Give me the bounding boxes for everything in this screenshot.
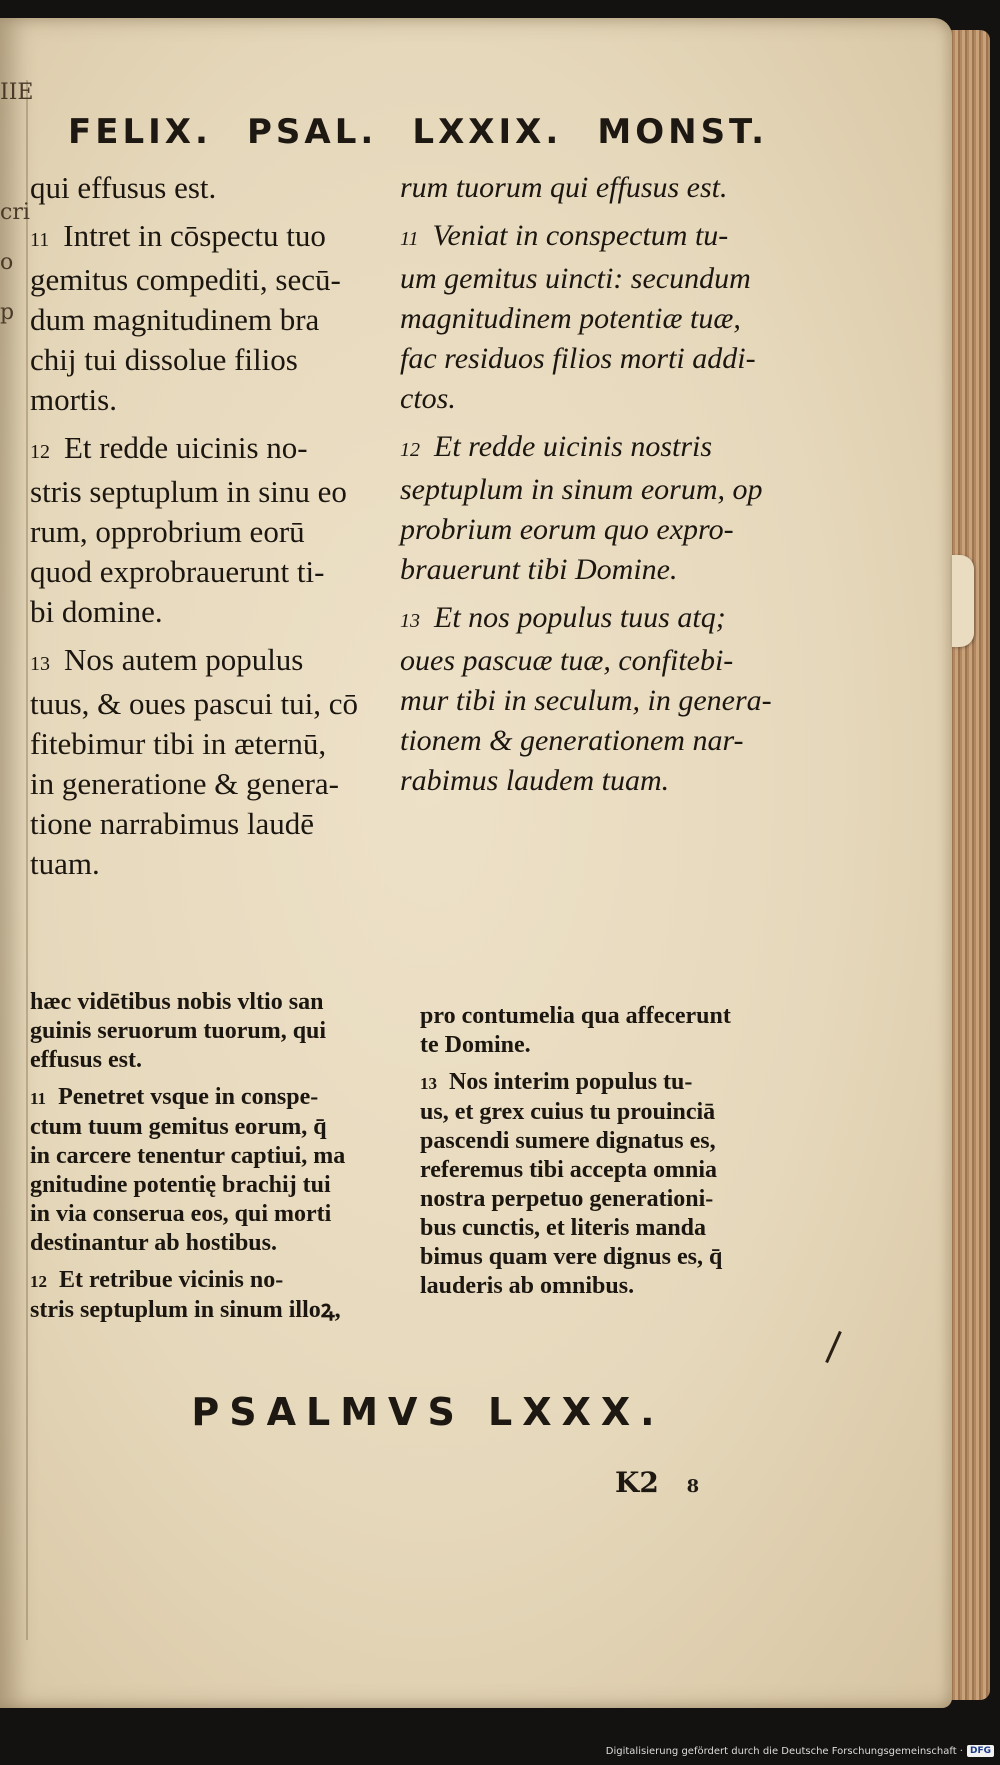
verse-line-text: ctum tuum gemitus eorum, q̄ (30, 1114, 327, 1140)
verse-line-text: tuam. (30, 846, 100, 881)
verse-line-text: Veniat in conspectum tu- (432, 219, 729, 252)
running-head (68, 112, 768, 152)
verse-line (400, 641, 800, 681)
verse-line (420, 1068, 820, 1098)
verse-line (420, 1031, 820, 1060)
verse-number: 13 (400, 610, 420, 632)
verse-block (400, 216, 800, 419)
running-head-word: LXXIX. (412, 112, 563, 152)
page-tab-marker (952, 555, 974, 647)
verse-line-text: Nos autem populus (64, 642, 304, 677)
book-fore-edge (946, 30, 990, 1700)
verse-line-text: effusus est. (30, 1047, 142, 1073)
verse-line-text: fac residuos filios morti addi- (400, 342, 756, 375)
verse-line (30, 1142, 410, 1171)
verse-line (30, 764, 400, 804)
verse-line (30, 988, 410, 1017)
verse-number: 11 (30, 1089, 47, 1108)
gutter-shadow (26, 80, 28, 1640)
verse-line-text: guinis seruorum tuorum, qui (30, 1018, 327, 1044)
verse-number: 13 (420, 1074, 437, 1093)
verse-number: 12 (400, 439, 420, 461)
verse-line-text: in generatione & genera- (30, 766, 339, 801)
verse-line-text: oues pascuæ tuæ, confitebi- (400, 644, 734, 677)
verse-block (30, 216, 400, 420)
verse-line-text: magnitudinem potentiæ tuæ, (400, 302, 741, 335)
verse-line (30, 1229, 410, 1258)
verse-line-text: Nos interim populus tu- (449, 1069, 693, 1095)
verse-line (400, 259, 800, 299)
verse-line (420, 1185, 820, 1214)
verse-line-text: Et redde uicinis nostris (434, 430, 713, 463)
verse-line-text: rabimus laudem tuam. (400, 764, 670, 797)
verse-line-text: lauderis ab omnibus. (420, 1273, 635, 1299)
verse-line (30, 300, 400, 340)
verse-line-text: bimus quam vere dignus es, q̄ (420, 1244, 723, 1270)
left-column-gothic-text (30, 988, 410, 1333)
verse-line (400, 761, 800, 801)
verse-line-text: tione narrabimus laudē (30, 806, 315, 841)
verse-line-text: dum magnitudinem bra (30, 302, 320, 337)
dfg-logo-icon: DFG (967, 1745, 994, 1757)
verse-line (30, 1017, 410, 1046)
verse-line (30, 844, 400, 884)
verse-line (30, 1083, 410, 1113)
verse-line (30, 472, 400, 512)
verse-line-text: Et retribue vicinis no- (59, 1267, 284, 1293)
verse-block (420, 1002, 820, 1060)
verse-line (420, 1272, 820, 1301)
verse-line (30, 380, 400, 420)
verse-line-text: gnitudine potentię brachij tui (30, 1172, 331, 1198)
signature-mark (615, 1466, 699, 1499)
verse-line-text: destinantur ab hostibus. (30, 1230, 277, 1256)
right-column-latin-text (400, 168, 800, 809)
verse-line-text: hæc vidētibus nobis vltio san (30, 989, 324, 1015)
verse-line (30, 260, 400, 300)
verse-line (30, 804, 400, 844)
verse-number: 12 (30, 1272, 47, 1291)
verse-line-text: rum, opprobrium eorū (30, 514, 305, 549)
verse-line-text: pro contumelia qua affecerunt (420, 1003, 731, 1029)
verse-number: 12 (30, 441, 50, 463)
verse-line (400, 510, 800, 550)
verse-block (30, 1083, 410, 1258)
verse-line-text: septuplum in sinum eorum, op (400, 473, 763, 506)
verse-line-text: mortis. (30, 382, 117, 417)
verse-line (400, 299, 800, 339)
verse-line-text: in via conserua eos, qui morti (30, 1201, 332, 1227)
left-column-latin-text (30, 168, 400, 892)
verse-line-text: tionem & generationem nar- (400, 724, 744, 757)
signature-letter: K2 (615, 1466, 659, 1499)
verse-line-text: chij tui dissolue filios (30, 342, 298, 377)
verse-line-text: ctos. (400, 382, 456, 415)
verse-block (30, 640, 400, 884)
verse-line (400, 470, 800, 510)
signature-number: 8 (686, 1476, 700, 1497)
verse-block (30, 1266, 410, 1325)
verse-line (420, 1156, 820, 1185)
right-column-gothic-text (420, 1002, 820, 1309)
verse-block (400, 598, 800, 801)
verse-line (30, 640, 400, 684)
verse-line-text: Penetret vsque in conspe- (58, 1084, 319, 1110)
verse-block (420, 1068, 820, 1301)
verse-line (30, 1113, 410, 1142)
verse-line-text: gemitus compediti, secū- (30, 262, 341, 297)
verse-line (400, 216, 800, 259)
verse-line-text: Et nos populus tuus atq; (434, 601, 726, 634)
margin-fragment: IIE (0, 80, 34, 105)
verse-line-text: bi domine. (30, 594, 163, 629)
footer-text: Digitalisierung gefördert durch die Deutsche Forschungsgemeinschaft · (605, 1745, 963, 1757)
verse-line-text: qui effusus est. (30, 170, 217, 205)
verse-number: 11 (30, 229, 50, 251)
verse-line-text: nostra perpetuo generationi- (420, 1186, 714, 1212)
verse-line-text: te Domine. (420, 1032, 531, 1058)
verse-line (30, 1200, 410, 1229)
verse-line-text: rum tuorum qui effusus est. (400, 171, 728, 204)
verse-line (400, 550, 800, 590)
verse-line (420, 1127, 820, 1156)
verse-line-text: probrium eorum quo expro- (400, 513, 734, 546)
verse-line (30, 1046, 410, 1075)
verse-line-text: stris septuplum in sinum illoꝝ, (30, 1297, 341, 1323)
running-head-word: MONST. (597, 112, 768, 152)
verse-line (30, 512, 400, 552)
running-head-word: PSAL. (247, 112, 378, 152)
verse-line (400, 379, 800, 419)
margin-fragment: p (0, 300, 15, 325)
verse-line (30, 428, 400, 472)
verse-line-text: bus cunctis, et literis manda (420, 1215, 707, 1241)
verse-line-text: brauerunt tibi Domine. (400, 553, 678, 586)
verse-line-text: fitebimur tibi in æternū, (30, 726, 327, 761)
verse-line (420, 1243, 820, 1272)
verse-line-text: um gemitus uincti: secundum (400, 262, 751, 295)
verse-line-text: tuus, & oues pascui tui, cō (30, 686, 359, 721)
verse-line (30, 1266, 410, 1296)
verse-line (30, 1171, 410, 1200)
verse-block (30, 988, 410, 1075)
verse-line-text: Intret in cōspectu tuo (63, 218, 326, 253)
verse-line-text: us, et grex cuius tu prouinciā (420, 1099, 716, 1125)
verse-line (420, 1098, 820, 1127)
verse-block (30, 428, 400, 632)
verse-line (30, 724, 400, 764)
verse-line (30, 216, 400, 260)
verse-line (400, 427, 800, 470)
running-head-word: FELIX. (68, 112, 212, 152)
margin-fragment: cri (0, 200, 30, 225)
verse-block (30, 168, 400, 208)
verse-line (420, 1002, 820, 1031)
verse-line (420, 1214, 820, 1243)
verse-line-text: quod exprobrauerunt ti- (30, 554, 325, 589)
verse-line (400, 339, 800, 379)
verse-line-text: stris septuplum in sinu eo (30, 474, 347, 509)
verse-number: 13 (30, 653, 50, 675)
verse-block (400, 168, 800, 208)
digitization-footer (606, 1745, 994, 1757)
verse-line (30, 340, 400, 380)
verse-line (30, 552, 400, 592)
verse-line (400, 721, 800, 761)
verse-line (30, 592, 400, 632)
psalm-title: PSALMVS LXXX. (191, 1390, 665, 1434)
verse-line (30, 1296, 410, 1325)
verse-line (400, 168, 800, 208)
verse-line (400, 681, 800, 721)
verse-line (400, 598, 800, 641)
margin-fragment: o (0, 250, 14, 275)
verse-line-text: in carcere tenentur captiui, ma (30, 1143, 346, 1169)
verse-line-text: mur tibi in seculum, in genera- (400, 684, 772, 717)
verse-line (30, 684, 400, 724)
verse-block (400, 427, 800, 590)
verse-line-text: referemus tibi accepta omnia (420, 1157, 718, 1183)
verse-line-text: Et redde uicinis no- (64, 430, 308, 465)
verse-line-text: pascendi sumere dignatus es, (420, 1128, 716, 1154)
verse-number: 11 (400, 228, 419, 250)
verse-line (30, 168, 400, 208)
